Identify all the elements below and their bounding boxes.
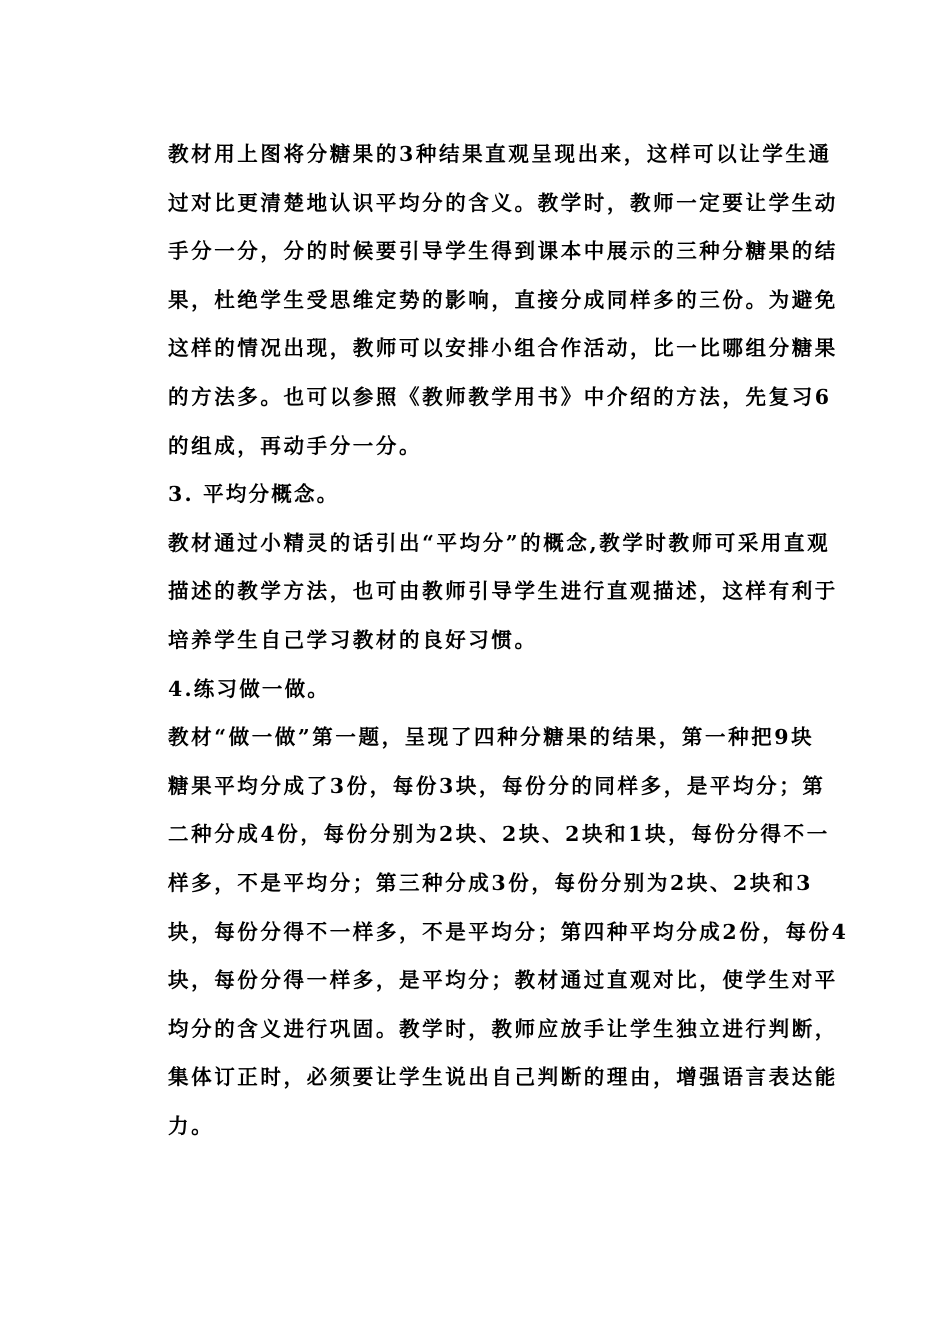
paragraph-line: 集体订正时，必须要让学生说出自己判断的理由，增强语言表达能	[168, 1065, 838, 1090]
paragraph-line: 力。	[168, 1113, 215, 1138]
paragraph-line: 教材“做一做”第一题，呈现了四种分糖果的结果，第一种把9块	[168, 725, 815, 750]
paragraph-line: 描述的教学方法，也可由教师引导学生进行直观描述，这样有利于	[168, 579, 838, 604]
document-page	[168, 130, 849, 1150]
paragraph-line: 果，杜绝学生受思维定势的影响，直接分成同样多的三份。为避免	[168, 287, 838, 312]
paragraph-line: 块，每份分得不一样多，不是平均分；第四种平均分成2份，每份4	[168, 919, 849, 944]
paragraph-line: 的方法多。也可以参照《教师教学用书》中介绍的方法，先复习6	[168, 384, 832, 409]
paragraph-line: 的组成，再动手分一分。	[168, 433, 423, 458]
paragraph-line: 糖果平均分成了3份，每份3块，每份分的同样多，是平均分；第	[168, 773, 826, 798]
paragraph-line: 手分一分，分的时候要引导学生得到课本中展示的三种分糖果的结	[168, 239, 838, 264]
paragraph-line: 培养学生自己学习教材的良好习惯。	[168, 627, 538, 652]
paragraph-line: 块，每份分得一样多，是平均分；教材通过直观对比，使学生对平	[168, 968, 838, 993]
section-heading: 4.练习做一做。	[168, 676, 331, 701]
section-heading: 3. 平均分概念。	[168, 482, 340, 507]
paragraph-line: 过对比更清楚地认识平均分的含义。教学时，教师一定要让学生动	[168, 190, 838, 215]
paragraph-line: 这样的情况出现，教师可以安排小组合作活动，比一比哪组分糖果	[168, 336, 838, 361]
paragraph-line: 教材通过小精灵的话引出“平均分”的概念,教学时教师可采用直观	[168, 530, 831, 555]
paragraph-line: 均分的含义进行巩固。教学时，教师应放手让学生独立进行判断，	[168, 1016, 838, 1041]
paragraph-line: 教材用上图将分糖果的3种结果直观呈现出来，这样可以让学生通	[168, 142, 832, 166]
paragraph-line: 二种分成4份，每份分别为2块、2块、2块和1块，每份分得不一	[168, 822, 830, 847]
paragraph-line: 样多，不是平均分；第三种分成3份，每份分别为2块、2块和3	[168, 870, 813, 895]
